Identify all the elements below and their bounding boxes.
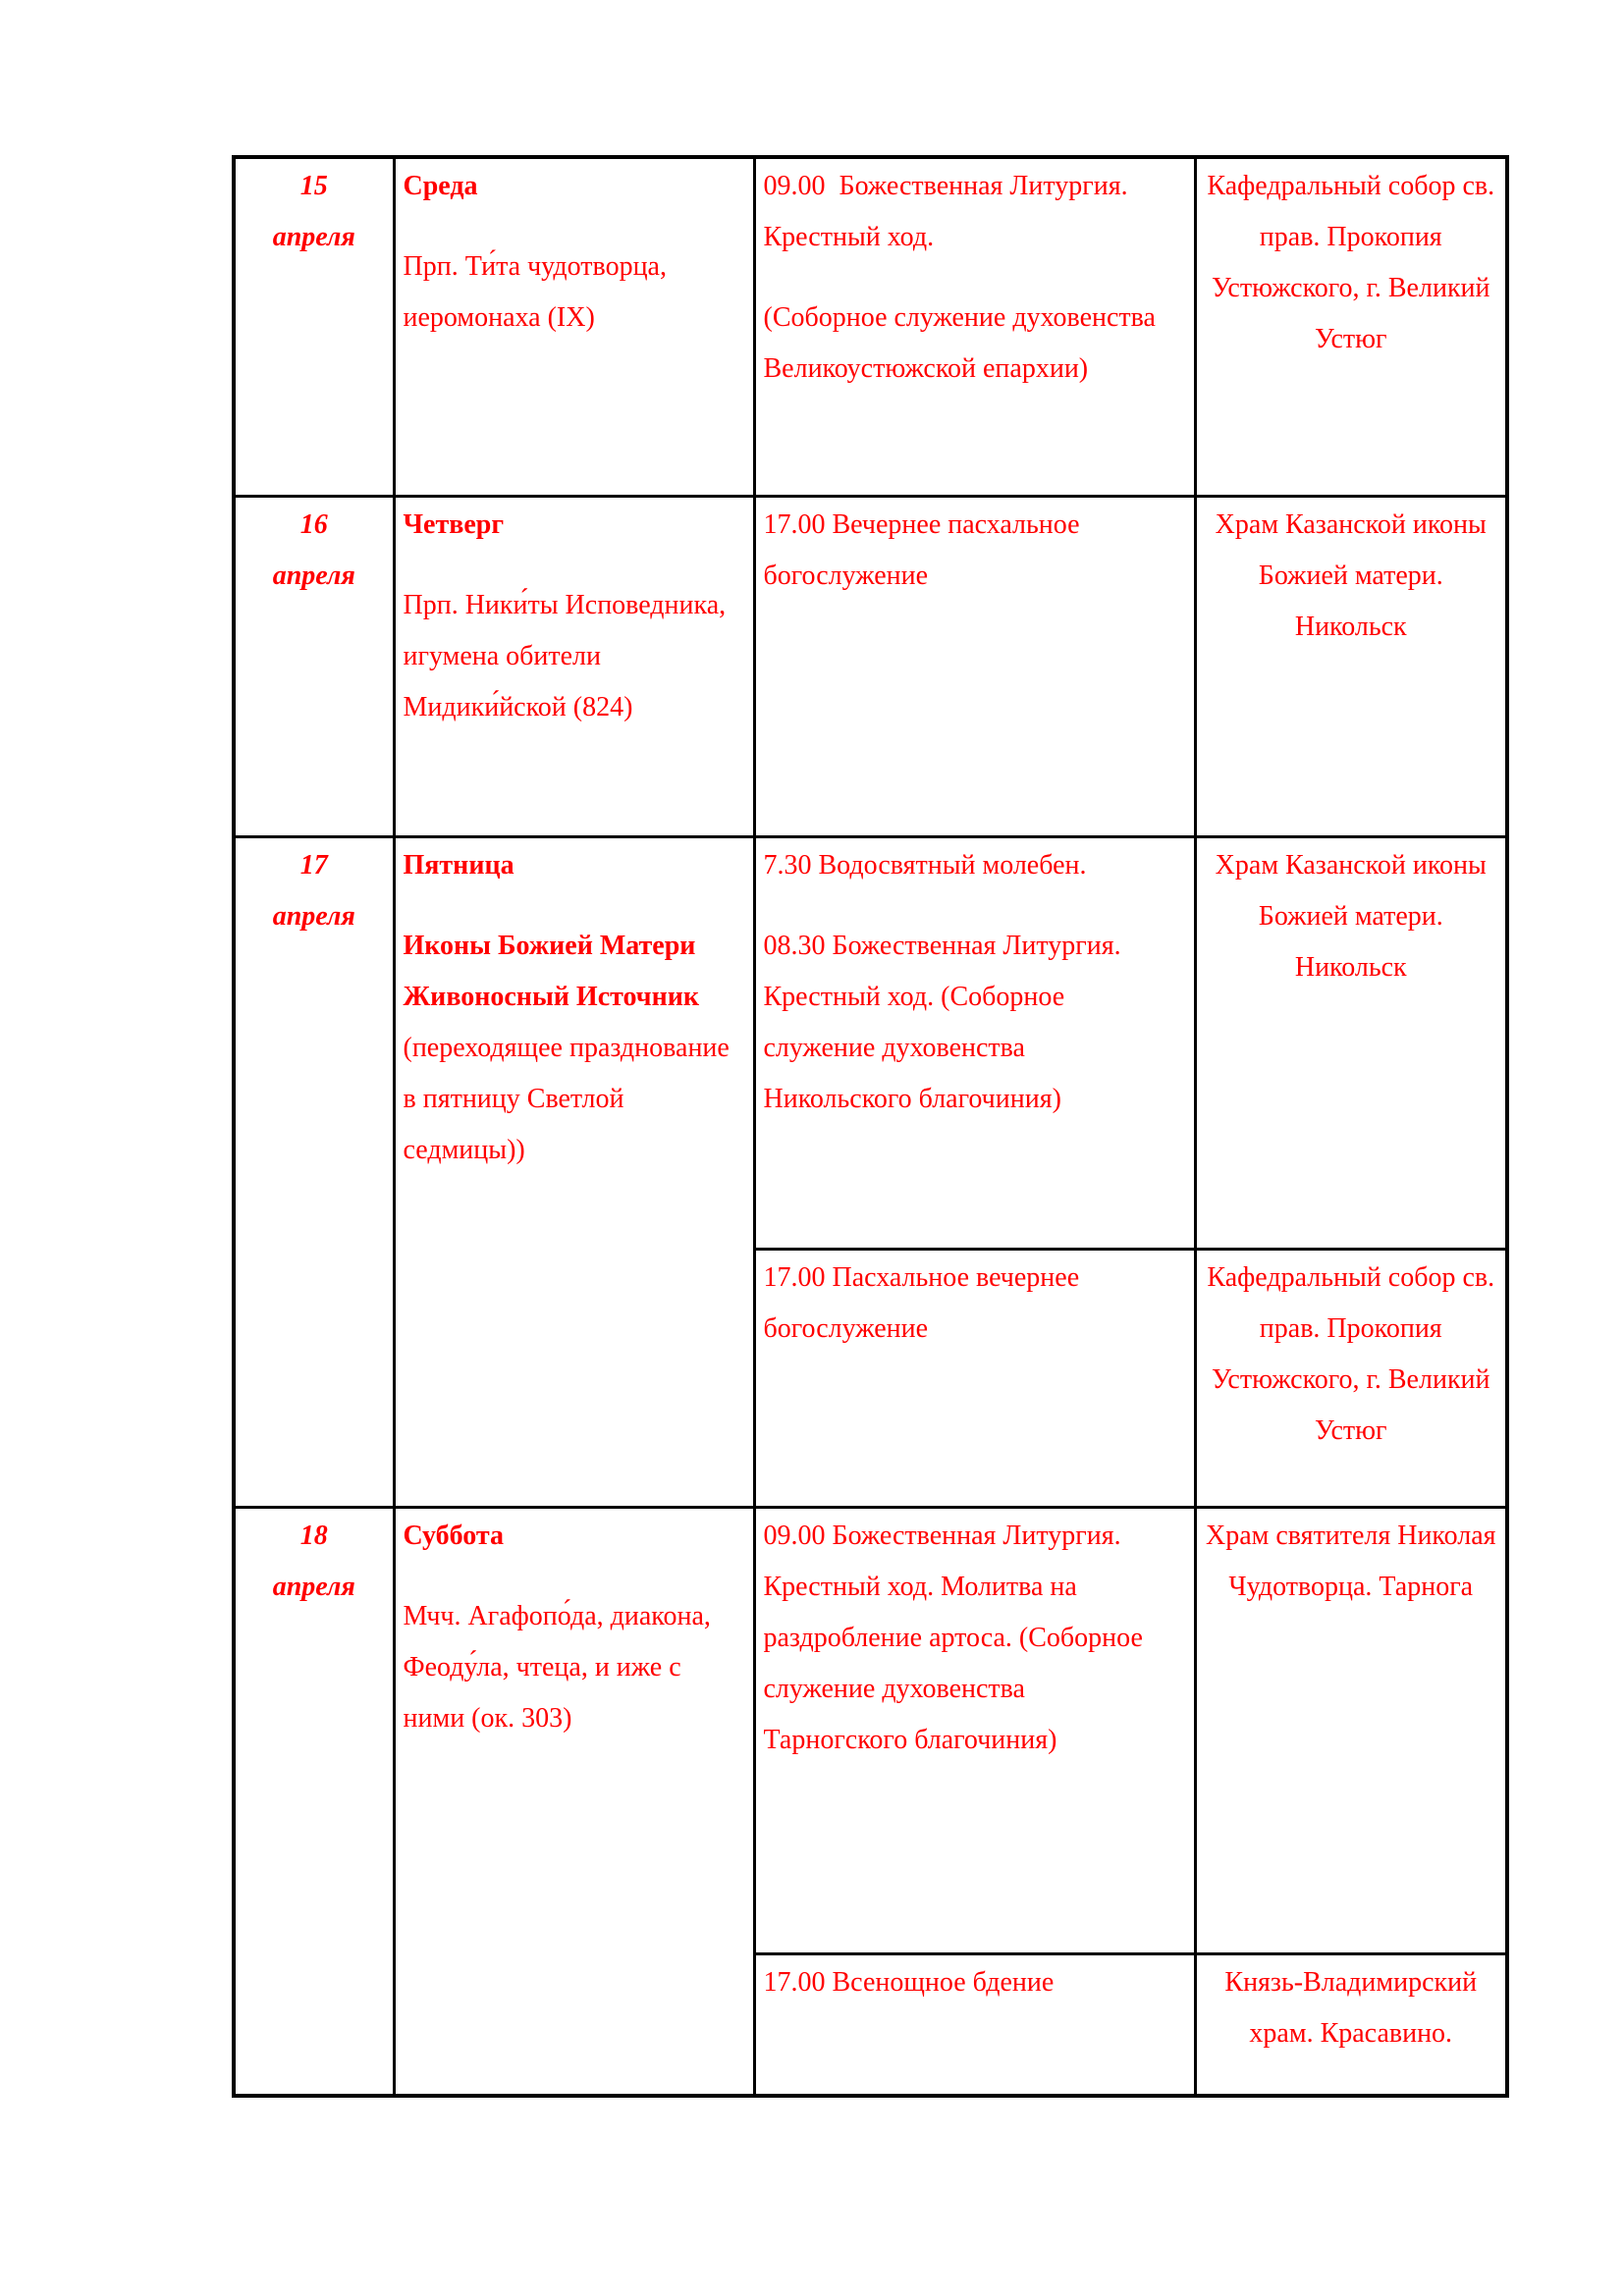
location-cell	[1195, 157, 1507, 496]
service-text: 17.00 Пасхальное вечернее богослужение	[763, 1261, 1087, 1344]
table-row	[234, 157, 1507, 496]
day-feast-cell	[394, 157, 754, 496]
table-row	[234, 1507, 1507, 1953]
location-cell	[1195, 836, 1507, 1249]
location-text: Храм Казанской иконы Божией матери. Никольск	[1215, 849, 1487, 983]
location-cell	[1195, 1507, 1507, 1953]
feast-title: Иконы Божией Матери Живоносный Источник	[403, 930, 699, 1012]
feast-text: Мчч. Агафопо́да, диакона, Феоду́ла, чтеца, и иже с ними (ок. 303)	[403, 1600, 711, 1734]
service-text: 17.00 Всенощное бдение	[763, 1966, 1055, 1998]
day-feast-cell	[394, 1507, 754, 2096]
day-feast-cell	[394, 836, 754, 1507]
location-text: Храм Казанской иконы Божией матери. Никольск	[1215, 508, 1487, 642]
service-cell	[754, 836, 1195, 1249]
location-text: Кафедральный собор св. прав. Прокопия Устюжского, г. Великий Устюг	[1207, 171, 1495, 354]
date-cell	[234, 157, 394, 496]
service-text: 17.00 Вечернее пасхальное богослужение	[763, 508, 1087, 591]
feast-text: Прп. Ти́та чудотворца, иеромонаха (IX)	[403, 251, 667, 333]
date-cell	[234, 496, 394, 836]
date-day: 18	[299, 1520, 328, 1551]
day-feast-cell	[394, 496, 754, 836]
location-cell	[1195, 496, 1507, 836]
date-month: апреля	[272, 1571, 355, 1602]
service-cell	[754, 157, 1195, 496]
service-cell	[754, 496, 1195, 836]
table-row	[234, 836, 1507, 1249]
service-text: (Соборное служение духовенства Великоустюжской епархии)	[763, 302, 1163, 384]
location-text: Храм святителя Николая Чудотворца. Тарнога	[1205, 1520, 1496, 1602]
date-day: 15	[299, 171, 328, 201]
schedule-table	[232, 155, 1509, 2098]
feast-text: (переходящее празднование в пятницу Светлой седмицы))	[403, 1032, 730, 1165]
date-day: 16	[299, 508, 328, 540]
weekday-label: Пятница	[403, 849, 514, 881]
service-text: 08.30 Божественная Литургия. Крестный ход. (Соборное служение духовенства Никольского благочиния)	[763, 930, 1128, 1114]
weekday-label: Четверг	[403, 508, 505, 540]
date-day: 17	[299, 849, 328, 881]
service-cell	[754, 1953, 1195, 2096]
location-cell	[1195, 1953, 1507, 2096]
location-text: Кафедральный собор св. прав. Прокопия Устюжского, г. Великий Устюг	[1207, 1261, 1495, 1446]
date-cell	[234, 1507, 394, 2096]
date-month: апреля	[272, 560, 355, 591]
date-cell	[234, 836, 394, 1507]
location-text: Князь-Владимирский храм. Красавино.	[1224, 1966, 1478, 2049]
feast-text: Прп. Ники́ты Исповедника, игумена обители Мидики́йской (824)	[403, 589, 727, 722]
service-cell	[754, 1249, 1195, 1507]
date-month: апреля	[272, 900, 355, 932]
service-text: 09.00 Божественная Литургия. Крестный ход. Молитва на раздробление артоса. (Соборное служение духовенства Тарногского благочиния)	[763, 1520, 1150, 1755]
weekday-label: Среда	[403, 171, 478, 201]
service-cell	[754, 1507, 1195, 1953]
weekday-label: Суббота	[403, 1520, 505, 1551]
location-cell	[1195, 1249, 1507, 1507]
date-month: апреля	[272, 222, 355, 252]
service-text: 7.30 Водосвятный молебен.	[763, 849, 1087, 881]
service-text: 09.00 Божественная Литургия. Крестный ход.	[763, 171, 1135, 252]
table-row	[234, 496, 1507, 836]
